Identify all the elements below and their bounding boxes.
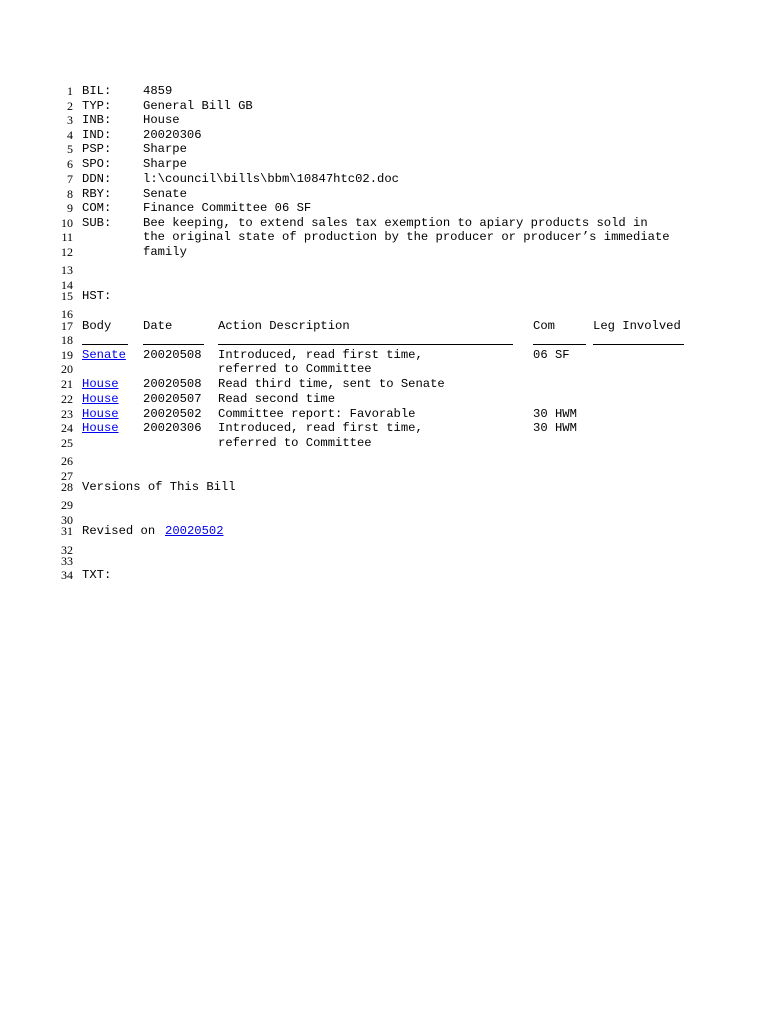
field-value-introduced-body: House <box>143 113 180 127</box>
field-value-bill-number: 4859 <box>143 84 173 98</box>
revised-date-link[interactable]: 20020502 <box>165 524 224 538</box>
line-number: 24 <box>61 421 73 435</box>
body-link-house[interactable]: House <box>82 377 119 391</box>
field-value-committee: Finance Committee 06 SF <box>143 201 312 215</box>
field-label: COM: <box>82 201 112 215</box>
line-number: 28 <box>61 480 73 494</box>
table-cell-date: 20020502 <box>143 407 202 421</box>
field-label: DDN: <box>82 172 112 186</box>
field-label: RBY: <box>82 187 112 201</box>
field-value-type: General Bill GB <box>143 99 253 113</box>
line-number: 32 <box>61 543 73 557</box>
line-number: 3 <box>67 113 73 127</box>
line-number: 4 <box>67 128 73 142</box>
column-underline <box>143 344 204 345</box>
line-number: 7 <box>67 172 73 186</box>
line-number: 15 <box>61 289 73 303</box>
field-label: IND: <box>82 128 112 142</box>
field-label: TYP: <box>82 99 112 113</box>
subject-line: the original state of production by the producer or producer’s immediate <box>143 230 670 244</box>
line-number: 10 <box>61 216 73 230</box>
line-number: 19 <box>61 348 73 362</box>
line-number: 22 <box>61 392 73 406</box>
table-cell-action: Read third time, sent to Senate <box>218 377 445 391</box>
line-number: 34 <box>61 568 73 582</box>
body-link-house[interactable]: House <box>82 407 119 421</box>
field-value-document-name: l:\council\bills\bbm\10847htc02.doc <box>143 172 399 186</box>
table-cell-date: 20020507 <box>143 392 202 406</box>
line-number: 5 <box>67 142 73 156</box>
line-number: 27 <box>61 469 73 483</box>
column-underline <box>82 344 128 345</box>
table-cell-com: 30 HWM <box>533 421 577 435</box>
table-cell-com: 30 HWM <box>533 407 577 421</box>
field-label: SPO: <box>82 157 112 171</box>
field-label: BIL: <box>82 84 112 98</box>
column-header-leg-involved: Leg Involved <box>593 319 681 333</box>
table-cell-action: Committee report: Favorable <box>218 407 416 421</box>
line-number: 12 <box>61 245 73 259</box>
column-underline <box>593 344 684 345</box>
line-number: 6 <box>67 157 73 171</box>
line-number: 16 <box>61 307 73 321</box>
line-number: 8 <box>67 187 73 201</box>
line-number: 14 <box>61 278 73 292</box>
column-header-action: Action Description <box>218 319 350 333</box>
table-cell-com: 06 SF <box>533 348 570 362</box>
line-number: 29 <box>61 498 73 512</box>
line-number: 11 <box>61 230 73 244</box>
versions-title: Versions of This Bill <box>82 480 236 494</box>
column-underline <box>218 344 513 345</box>
txt-label: TXT: <box>82 568 112 582</box>
field-value-introduced-date: 20020306 <box>143 128 202 142</box>
column-underline <box>533 344 586 345</box>
column-header-body: Body <box>82 319 112 333</box>
column-header-date: Date <box>143 319 173 333</box>
column-header-com: Com <box>533 319 555 333</box>
field-label: INB: <box>82 113 112 127</box>
line-number: 30 <box>61 513 73 527</box>
line-number: 2 <box>67 99 73 113</box>
line-number: 9 <box>67 201 73 215</box>
field-value-received-by: Senate <box>143 187 187 201</box>
field-value-primary-sponsor: Sharpe <box>143 142 187 156</box>
line-number: 1 <box>67 84 73 98</box>
line-number: 33 <box>61 554 73 568</box>
table-cell-action: Introduced, read first time, <box>218 421 423 435</box>
table-cell-action: Introduced, read first time, <box>218 348 423 362</box>
line-number: 21 <box>61 377 73 391</box>
line-number: 25 <box>61 436 73 450</box>
field-label: SUB: <box>82 216 112 230</box>
table-cell-action-cont: referred to Committee <box>218 362 372 376</box>
history-label: HST: <box>82 289 112 303</box>
line-number: 20 <box>61 362 73 376</box>
line-number: 23 <box>61 407 73 421</box>
table-cell-date: 20020508 <box>143 377 202 391</box>
body-link-house[interactable]: House <box>82 421 119 435</box>
body-link-senate[interactable]: Senate <box>82 348 126 362</box>
field-value-sponsors: Sharpe <box>143 157 187 171</box>
table-cell-date: 20020306 <box>143 421 202 435</box>
subject-line: family <box>143 245 187 259</box>
subject-line: Bee keeping, to extend sales tax exemption to apiary products sold in <box>143 216 648 230</box>
field-label: PSP: <box>82 142 112 156</box>
line-number: 17 <box>61 319 73 333</box>
table-cell-date: 20020508 <box>143 348 202 362</box>
line-number: 31 <box>61 524 73 538</box>
revised-on-text: Revised on <box>82 524 156 538</box>
line-number: 18 <box>61 333 73 347</box>
line-number: 26 <box>61 454 73 468</box>
table-cell-action-cont: referred to Committee <box>218 436 372 450</box>
body-link-house[interactable]: House <box>82 392 119 406</box>
table-cell-action: Read second time <box>218 392 336 406</box>
line-number: 13 <box>61 263 73 277</box>
